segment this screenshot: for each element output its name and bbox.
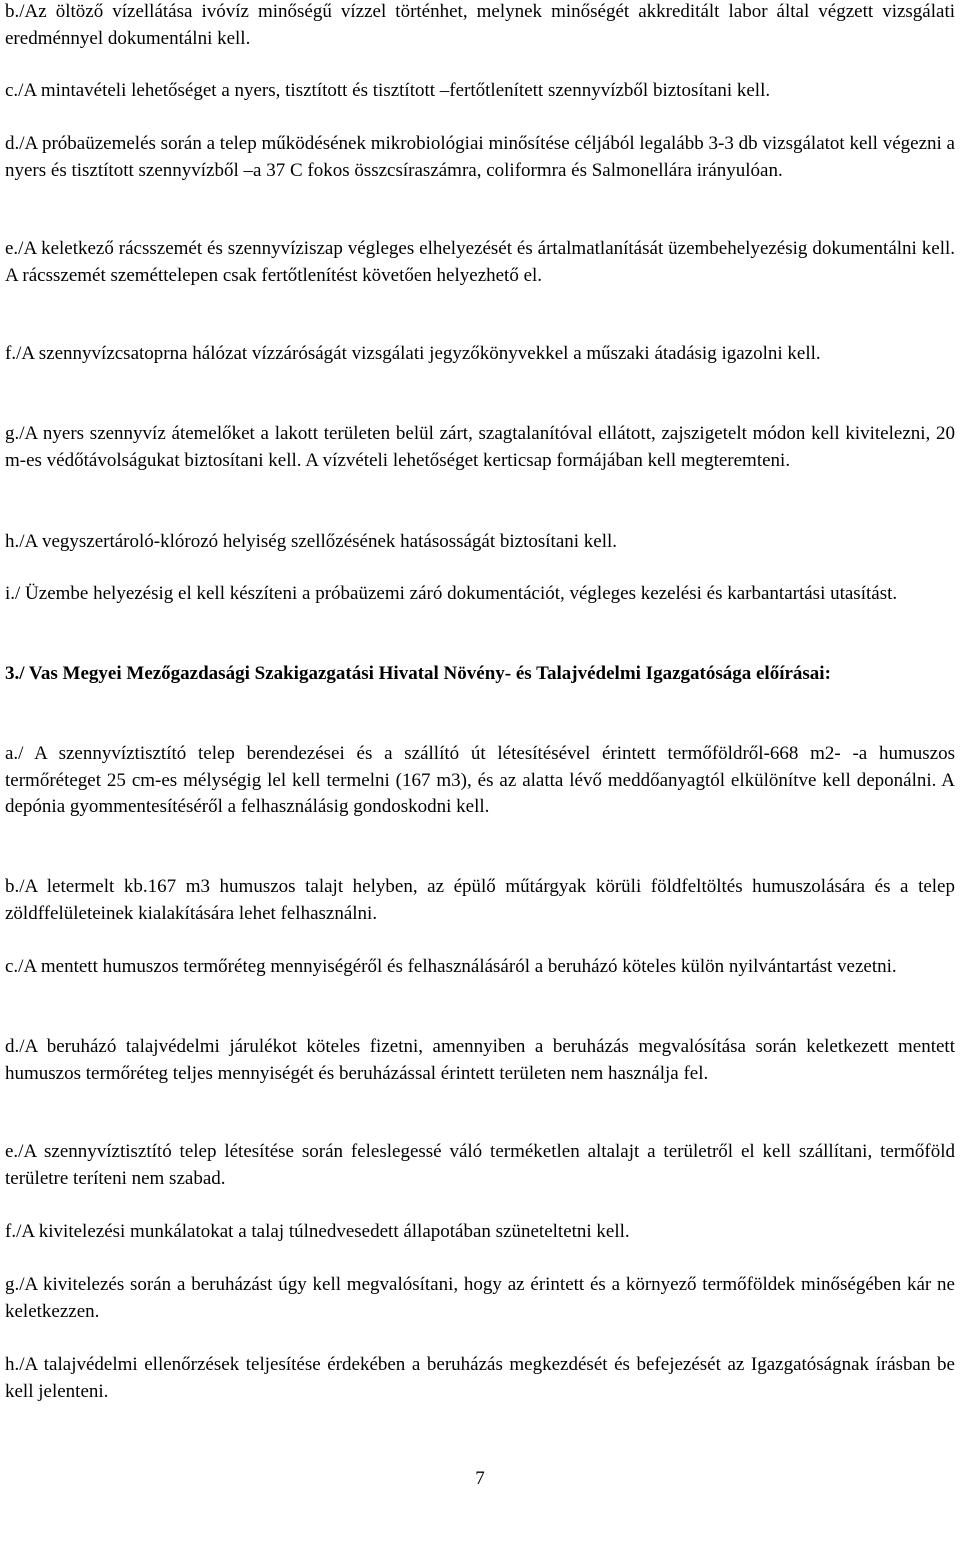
page-number: 7: [475, 1468, 485, 1489]
paragraph-e-screenings-sludge: e./A keletkező rácsszemét és szennyvíziszap végleges elhelyezését és ártalmatlanítását üzembehelyezésig dokumentálni kell. A rácsszemét szeméttelepen csak fertőtlenítést követően helyezhető el.: [5, 238, 955, 286]
paragraph-h-notification: h./A talajvédelmi ellenőrzések teljesítése érdekében a beruházás megkezdését és befejezését az Igazgatóságnak írásban be kell jelenteni.: [5, 1354, 955, 1402]
paragraph-h-chemical-storage: h./A vegyszertároló-klórozó helyiség szellőzésének hatásosságát biztosítani kell.: [5, 531, 618, 552]
paragraph-f-sewer-watertightness: f./A szennyvízcsatoprna hálózat vízzáróságát vizsgálati jegyzőkönyvekkel a műszaki átadásig igazolni kell.: [5, 343, 821, 364]
paragraph-g-pumping-stations: g./A nyers szennyvíz átemelőket a lakott területen belül zárt, szagtalanítóval ellátott, zajszigetelt módon kell kivitelezni, 20 m-es védőtávolságukat biztosítani kell. A vízvételi lehetőséget kerticsap formájában kell megteremteni.: [5, 423, 955, 471]
paragraph-d-trial-operation: d./A próbaüzemelés során a telep működésének mikrobiológiai minősítése céljából legalább 3-3 db vizsgálatot kell végezni a nyers és tisztított szennyvízből –a 37 C fokos összcsíraszámra, coliformra és Salmonellára irányulóan.: [5, 133, 955, 181]
paragraph-f-wet-soil: f./A kivitelezési munkálatokat a talaj túlnedvesedett állapotában szüneteltetni kell.: [5, 1221, 630, 1242]
section-heading-3: 3./ Vas Megyei Mezőgazdasági Szakigazgatási Hivatal Növény- és Talajvédelmi Igazgatósága előírásai:: [5, 663, 831, 684]
paragraph-c-sampling: c./A mintavételi lehetőséget a nyers, tisztított és tisztított –fertőtlenített szennyvízből biztosítani kell.: [5, 80, 771, 101]
paragraph-c-topsoil-register: c./A mentett humuszos termőréteg mennyiségéről és felhasználásáról a beruházó köteles külön nyilvántartást vezetni.: [5, 956, 897, 977]
paragraph-b-dressing-room-water: b./Az öltöző vízellátása ivóvíz minőségű vízzel történhet, melynek minőségét akkreditált labor által végzett vizsgálati eredménnyel dokumentálni kell.: [5, 1, 955, 49]
paragraph-b-topsoil-use: b./A letermelt kb.167 m3 humuszos talajt helyben, az épülő műtárgyak körüli földfeltöltés humuszolására és a telep zöldffelületeinek kialakítására lehet felhasználni.: [5, 876, 955, 924]
paragraph-i-commissioning-docs: i./ Üzembe helyezésig el kell készíteni a próbaüzemi záró dokumentációt, végleges kezelési és karbantartási utasítást.: [5, 583, 898, 604]
paragraph-e-subsoil: e./A szennyvíztisztító telep létesítése során feleslegessé váló terméketlen altalajt a területről el kell szállítani, termőföld területre teríteni nem szabad.: [5, 1141, 955, 1189]
paragraph-d-soil-protection-fee: d./A beruházó talajvédelmi járulékot köteles fizetni, amennyiben a beruházás megvalósítása során keletkezett mentett humuszos termőréteg teljes mennyiségét és beruházással érintett területen nem használja fel.: [5, 1036, 955, 1084]
paragraph-a-topsoil: a./ A szennyvíztisztító telep berendezései és a szállító út létesítésével érintett termőföldről-668 m2- -a humuszos termőréteget 25 cm-es mélységig lel kell termelni (167 m3), és az alatta lévő meddőanyagtól elkülönítve kell deponálni. A depónia gyommentesítéséről a felhasználásig gondoskodni kell.: [5, 743, 955, 817]
paragraph-g-no-damage: g./A kivitelezés során a beruházást úgy kell megvalósítani, hogy az érintett és a környező termőföldek minőségében kár ne keletkezzen.: [5, 1274, 955, 1322]
